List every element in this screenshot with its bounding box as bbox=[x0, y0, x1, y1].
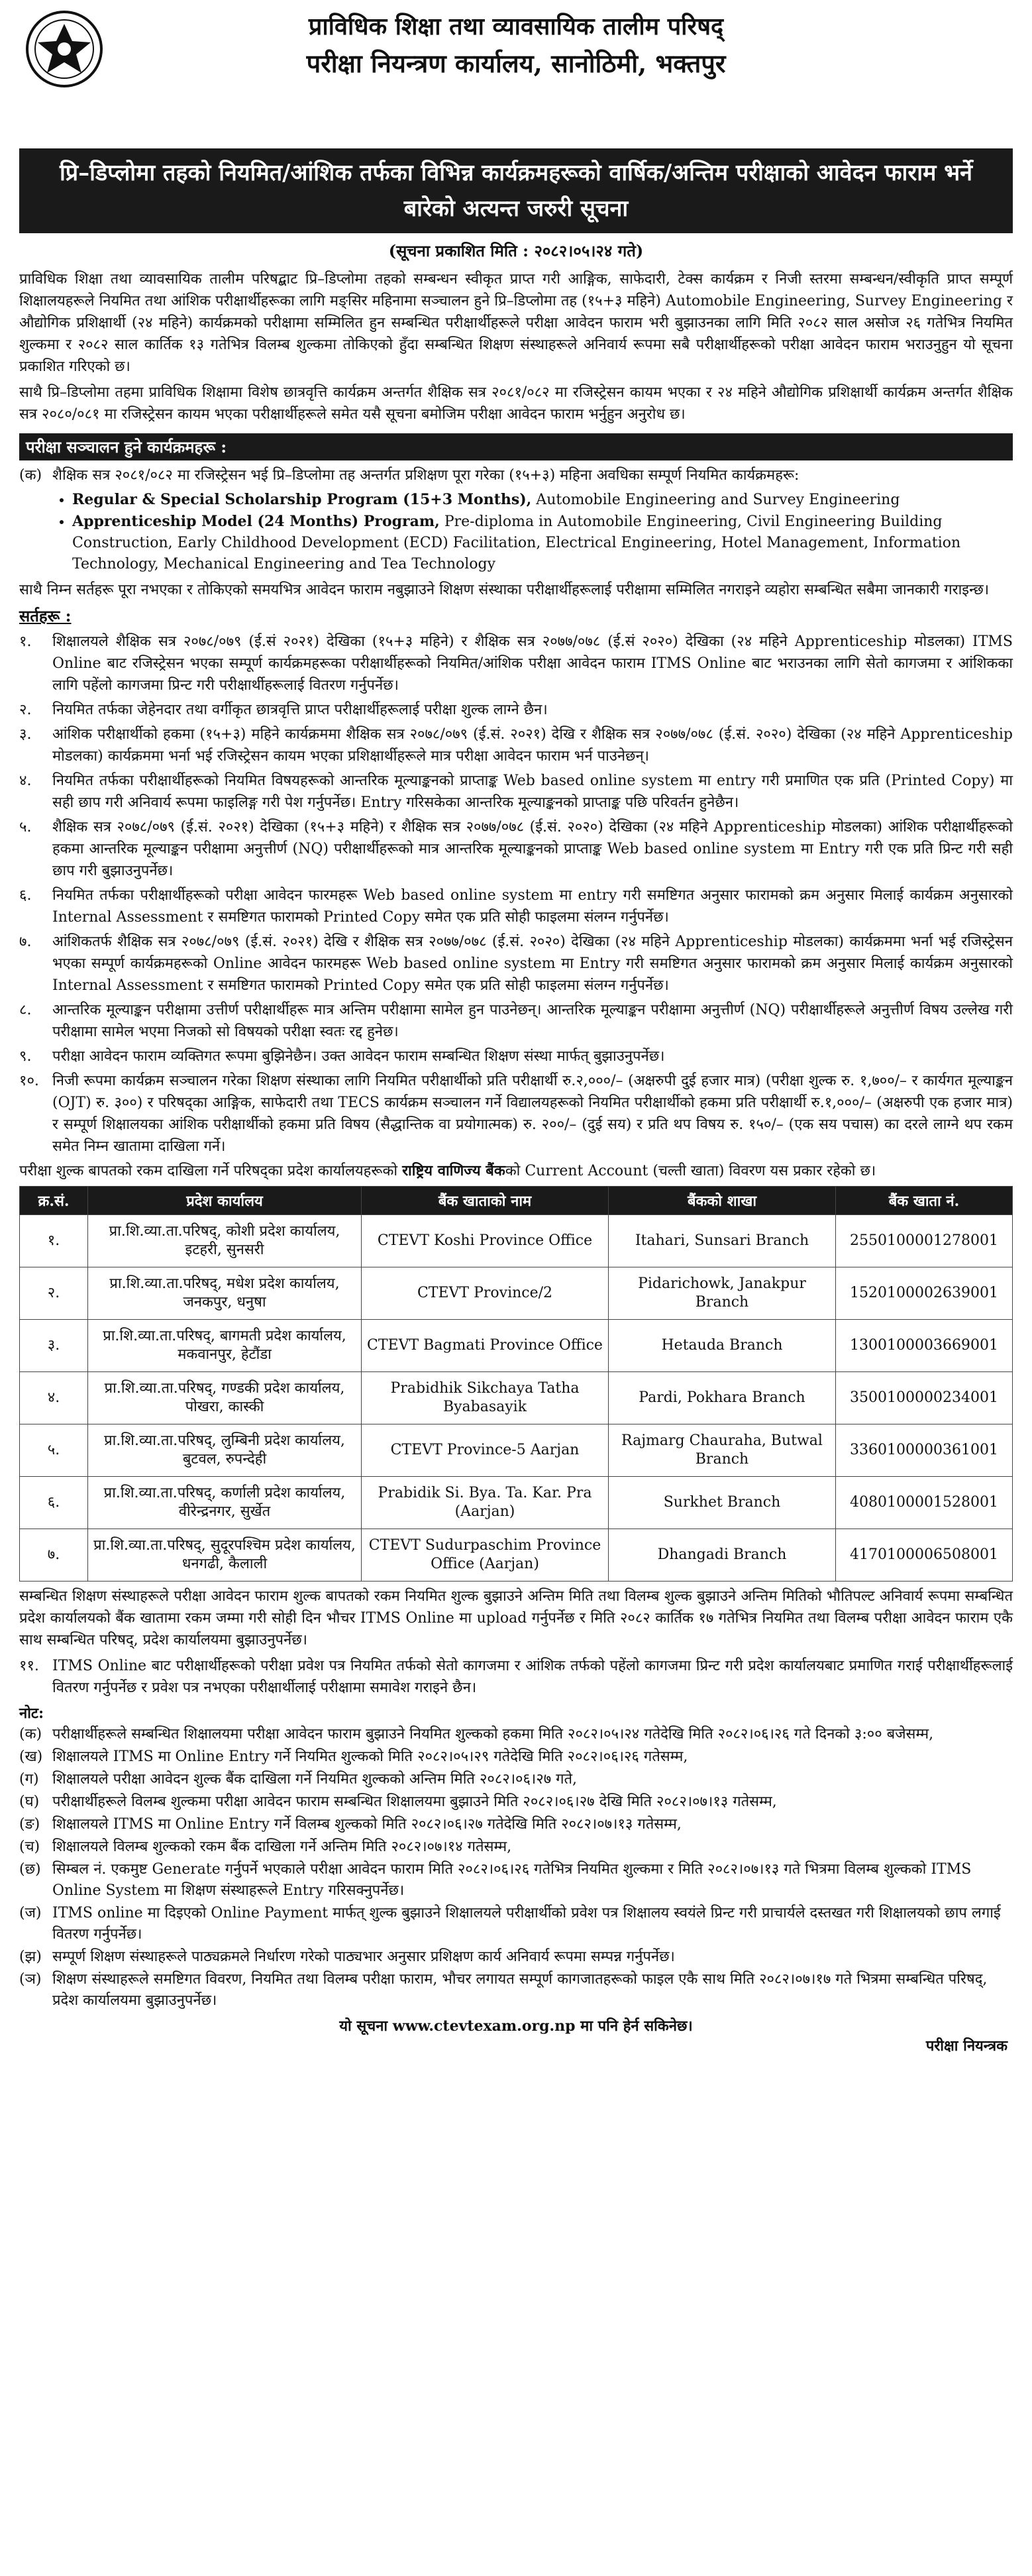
cell-account-name: CTEVT Bagmati Province Office bbox=[362, 1320, 609, 1372]
note-text: शिक्षालयले विलम्ब शुल्कको रकम बैंक दाखिला गर्ने अन्तिम मिति २०८२।०७।१४ गतेसम्म, bbox=[52, 1839, 512, 1855]
cell-sn: ६. bbox=[20, 1477, 88, 1529]
note-text: शिक्षालयले ITMS मा Online Entry गर्ने विलम्ब शुल्कको मिति २०८२।०६।२७ गतेदेखि मिति २०८२।०७।१३ गतेसम्म, bbox=[52, 1816, 682, 1833]
notes-title: नोट: bbox=[19, 1705, 44, 1722]
table-body bbox=[20, 1215, 1013, 1582]
condition-number: ८. bbox=[19, 1002, 32, 1018]
cell-account-no: 2550100001278001 bbox=[836, 1215, 1013, 1267]
note-text: सम्पूर्ण शिक्षण संस्थाहरूले पाठ्यक्रमले निर्धारण गरेको पाठ्यभार अनुसार प्रशिक्षण कार्य अनिवार्य रूपमा सम्पन्न गर्नुपर्नेछ। bbox=[52, 1949, 675, 1965]
condition-item bbox=[19, 816, 1013, 882]
note-text: शिक्षण संस्थाहरूले समष्टिगत विवरण, नियमित तथा विलम्ब परीक्षा फाराम, भौचर लगायत सम्पूर्ण कागजातहरूको फाइल एकै साथ मिति २०८२।०७।१७ गते भित्रमा सम्बन्धित परिषद्, प्रदेश कार्यालयमा बुझाउनुपर्नेछ। bbox=[52, 1971, 988, 2009]
note-item bbox=[19, 1814, 1013, 1835]
condition-text: आंशिकतर्फ शैक्षिक सत्र २०७८/०७९ (ई.सं. २०२१) देखि र शैक्षिक सत्र २०७७/०७८ (ई.सं. २०२०) देखिका (२४ महिने Apprenticeship मोडलका) कार्यक्रममा भर्ना भई रजिस्ट्रेसन भएका सम्पूर्ण कार्यक्रमहरूको Online आवेदन फारमहरू Web based online system मा Entry गरी समष्टिगत अनुसार फारामको क्रम अनुसार मिलाई कार्यक्रम अनुसारको Internal Assessment र समष्टिगत फारामको Printed Copy समेत एक प्रति सोही फाइलमा संलग्न गर्नुपर्नेछ। bbox=[52, 934, 1013, 994]
bank-intro-before: परीक्षा शुल्क बापतको रकम दाखिला गर्ने परिषद्का प्रदेश कार्यालयहरूको bbox=[19, 1163, 403, 1179]
note-item bbox=[19, 1724, 1013, 1745]
condition-number: ६. bbox=[19, 887, 32, 904]
condition-number: ३. bbox=[19, 726, 32, 743]
col-header-account-no: बैंक खाता नं. bbox=[836, 1187, 1013, 1215]
note-label: (ख) bbox=[19, 1748, 43, 1765]
condition-item bbox=[19, 770, 1013, 814]
cell-office: प्रा.शि.व्या.ता.परिषद्, कोशी प्रदेश कार्यालय, इटहरी, सुनसरी bbox=[88, 1215, 362, 1267]
cell-account-name: Prabidhik Sikchaya Tatha Byabasayik bbox=[362, 1372, 609, 1424]
col-header-account-name: बैंक खाताको नाम bbox=[362, 1187, 609, 1215]
signatory: परीक्षा नियन्त्रक bbox=[925, 2037, 1007, 2055]
note-text: परीक्षार्थीहरूले विलम्ब शुल्कमा परीक्षा आवेदन फाराम सम्बन्धित शिक्षालयमा बुझाउने मिति २०८२।०६।२७ देखि मिति २०८२।०७।१३ गतेसम्म, bbox=[52, 1794, 777, 1810]
note-label: (च) bbox=[19, 1839, 40, 1855]
table-row bbox=[20, 1477, 1013, 1529]
after-programs-text: साथै निम्न सर्तहरू पूरा नभएका र तोकिएको समयभित्र आवेदन फाराम नबुझाउने शिक्षण संस्थाका परीक्षार्थीहरूलाई परीक्षामा सम्मिलित नगराइने व्यहोरा सम्बन्धित सबैमा जानकारी गराइन्छ। bbox=[19, 582, 990, 598]
table-header-row bbox=[20, 1187, 1013, 1215]
notice-page bbox=[19, 0, 1013, 2055]
item-ka bbox=[19, 464, 1013, 486]
condition-text: निजी रूपमा कार्यक्रम सञ्चालन गरेका शिक्षण संस्थाका लागि नियमित परीक्षार्थीको प्रति परीक्षार्थी रु.२,०००/– (अक्षरुपी दुई हजार मात्र) (परीक्षा शुल्क रु. १,७००/– र कार्यगत मूल्याङ्कन (OJT) रु. ३००) र परिषद्का आङ्गिक, साफेदारी तथा TECS कार्यक्रम सञ्चालन गर्ने विद्यालयहरूको नियमित परीक्षार्थीको हकमा प्रति परीक्षार्थी रु.१,०००/– (अक्षरुपी एक हजार मात्र) र सम्पूर्ण शिक्षालयका आंशिक परीक्षार्थीको हकमा प्रति विषय (सैद्धान्तिक वा प्रयोगात्मक) रु. २००/– (दुई सय) र प्रति थप विषय रु. १५०/– (एक सय पचास) का दरले लाग्ने थप रकम समेत निम्न खातामा दाखिला गर्ने। bbox=[52, 1073, 1013, 1155]
col-header-sn: क्र.सं. bbox=[20, 1187, 88, 1215]
condition-item bbox=[19, 1070, 1013, 1157]
cell-branch: Itahari, Sunsari Branch bbox=[609, 1215, 836, 1267]
cell-office: प्रा.शि.व्या.ता.परिषद्, बागमती प्रदेश कार्यालय, मकवानपुर, हेटौंडा bbox=[88, 1320, 362, 1372]
cell-account-name: CTEVT Province-5 Aarjan bbox=[362, 1424, 609, 1477]
note-item bbox=[19, 1792, 1013, 1813]
programs-section-title: परीक्षा सञ्चालन हुने कार्यक्रमहरू : bbox=[19, 433, 1013, 460]
conditions-list bbox=[19, 631, 1013, 1157]
program-detail: Automobile Engineering and Survey Engineering bbox=[531, 492, 900, 508]
cell-sn: ३. bbox=[20, 1320, 88, 1372]
note-text: ITMS online मा दिइएको Online Payment मार्फत् शुल्क बुझाउने शिक्षालयले परीक्षार्थीको प्रवेश पत्र शिक्षालय स्वयंले प्रिन्ट गरी प्राचार्यले दस्तखत गरी शिक्षालयको छाप लगाई वितरण गर्नुपर्नेछ। bbox=[52, 1905, 1001, 1943]
note-text: परीक्षार्थीहरूले सम्बन्धित शिक्षालयमा परीक्षा आवेदन फाराम बुझाउने नियमित शुल्कको हकमा मिति २०८२।०५।२४ गतेदेखि मिति २०८२।०६।२६ गते दिनको ३:०० बजेसम्म, bbox=[52, 1726, 934, 1743]
item-number: (क) bbox=[19, 467, 42, 484]
program-name: Apprenticeship Model (24 Months) Program, bbox=[72, 513, 440, 530]
col-header-office: प्रदेश कार्यालय bbox=[88, 1187, 362, 1215]
note-item bbox=[19, 1859, 1013, 1902]
note-label: (ङ) bbox=[19, 1816, 40, 1833]
note-item bbox=[19, 1837, 1013, 1858]
note-label: (छ) bbox=[19, 1861, 41, 1878]
program-list bbox=[72, 489, 1013, 575]
condition-item bbox=[19, 724, 1013, 767]
cell-office: प्रा.शि.व्या.ता.परिषद्, सुदूरपश्चिम प्रदेश कार्यालय, धनगढी, कैलाली bbox=[88, 1529, 362, 1582]
condition-number: ४. bbox=[19, 773, 32, 789]
cell-branch: Pidarichowk, Janakpur Branch bbox=[609, 1267, 836, 1320]
condition-item bbox=[19, 931, 1013, 996]
program-name: Regular & Special Scholarship Program (15+3 Months), bbox=[72, 491, 532, 508]
cell-sn: ७. bbox=[20, 1529, 88, 1582]
condition-text: नियमित तर्फका जेहेनदार तथा वर्गीकृत छात्रवृत्ति प्राप्त परीक्षार्थीहरूलाई परीक्षा शुल्क लाग्ने छैन। bbox=[52, 702, 548, 718]
notice-header bbox=[19, 9, 1013, 142]
cell-office: प्रा.शि.व्या.ता.परिषद्, लुम्बिनी प्रदेश कार्यालय, बुटवल, रुपन्देही bbox=[88, 1424, 362, 1477]
condition-number: २. bbox=[19, 702, 32, 718]
notes-list bbox=[19, 1724, 1013, 2012]
council-name: प्राविधिक शिक्षा तथा व्यावसायिक तालीम परिषद् bbox=[308, 13, 724, 40]
table-row bbox=[20, 1529, 1013, 1582]
note-label: (घ) bbox=[19, 1794, 40, 1810]
cell-account-name: CTEVT Koshi Province Office bbox=[362, 1215, 609, 1267]
condition-text: आन्तरिक मूल्याङ्कन परीक्षामा उत्तीर्ण परीक्षार्थीहरू मात्र अन्तिम परीक्षामा सामेल हुन पाउनेछन्। आन्तरिक मूल्याङ्कन परीक्षामा अनुत्तीर्ण (NQ) परीक्षार्थीहरूले अनुत्तीर्ण विषय उल्लेख गरी परीक्षामा सामेल भएमा निजको सो विषयको परीक्षा स्वतः रद्द हुनेछ। bbox=[52, 1002, 1013, 1040]
cell-sn: २. bbox=[20, 1267, 88, 1320]
cell-branch: Dhangadi Branch bbox=[609, 1529, 836, 1582]
cell-account-no: 1520100002639001 bbox=[836, 1267, 1013, 1320]
condition-number: ७. bbox=[19, 934, 32, 950]
cell-account-no: 1300100003669001 bbox=[836, 1320, 1013, 1372]
program-item bbox=[72, 489, 1013, 511]
item-text: शैक्षिक सत्र २०८१/०८२ मा रजिस्ट्रेसन भई प्रि–डिप्लोमा तह अन्तर्गत प्रशिक्षण पूरा गरेका (१५+३) महिना अवधिका सम्पूर्ण नियमित कार्यक्रमहरू: bbox=[52, 467, 800, 484]
cell-sn: ५. bbox=[20, 1424, 88, 1477]
note-item bbox=[19, 1947, 1013, 1968]
condition-item bbox=[19, 999, 1013, 1043]
note-label: (क) bbox=[19, 1726, 42, 1743]
publish-date: (सूचना प्रकाशित मिति : २०८२।०५।२४ गते) bbox=[388, 241, 644, 260]
table-row bbox=[20, 1267, 1013, 1320]
note-label: (ञ) bbox=[19, 1971, 42, 1988]
conditions-title: सर्तहरू : bbox=[19, 606, 72, 625]
condition-text: नियमित तर्फका परीक्षार्थीहरूको नियमित विषयहरूको आन्तरिक मूल्याङ्कनको प्राप्ताङ्क Web based online system मा entry गरी प्रमाणित एक प्रति (Printed Copy) मा सही छाप गरी अनिवार्य रूपमा फाइलिङ्ग गरी पेश गर्नुपर्नेछ। Entry गरिसकेका आन्तरिक मूल्याङ्कनको प्राप्ताङ्क पछि परिवर्तन हुनेछैन। bbox=[52, 773, 1013, 811]
cell-branch: Pardi, Pokhara Branch bbox=[609, 1372, 836, 1424]
note-text: सिम्बल नं. एकमुष्ट Generate गर्नुपर्ने भएकाले परीक्षा आवेदन फाराम मिति २०८२।०६।२६ गतेभित्र नियमित शुल्कमा र मिति २०८२।०७।१३ गते भित्रमा विलम्ब शुल्कको ITMS Online System मा शिक्षण संस्थाहरूले Entry गरिसक्नुपर्नेछ। bbox=[52, 1861, 972, 1899]
condition-number: १. bbox=[19, 633, 32, 650]
condition-text: परीक्षा आवेदन फाराम व्यक्तिगत रूपमा बुझिनेछैन। उक्त आवेदन फाराम सम्बन्धित शिक्षण संस्था मार्फत् बुझाउनुपर्नेछ। bbox=[52, 1048, 665, 1065]
cell-sn: १. bbox=[20, 1215, 88, 1267]
table-row bbox=[20, 1320, 1013, 1372]
item-text: ITMS Online बाट परीक्षार्थीहरूको परीक्षा प्रवेश पत्र नियमित तर्फको सेतो कागजमा र आंशिक तर्फको पहेंलो कागजमा प्रिन्ट गरी प्रदेश कार्यालयबाट प्रमाणित गराई परीक्षार्थीहरूलाई वितरण गर्नुपर्नेछ र प्रवेश पत्र नभएका परीक्षार्थीलाई परीक्षामा समावेश गराइने छैन। bbox=[52, 1658, 1013, 1696]
note-item bbox=[19, 1769, 1013, 1790]
cell-account-name: Prabidik Si. Bya. Ta. Kar. Pra (Aarjan) bbox=[362, 1477, 609, 1529]
intro-paragraph-1: प्राविधिक शिक्षा तथा व्यावसायिक तालीम परिषद्बाट प्रि–डिप्लोमा तहको सम्बन्धन स्वीकृत प्राप्त गरी आङ्गिक, साफेदारी, टेक्स कार्यक्रम र निजी स्तरमा सम्बन्धन/स्वीकृति प्राप्त सम्पूर्ण शिक्षालयहरूले नियमित तथा आंशिक परीक्षार्थीहरूका लागि मङ्सिर महिनामा सञ्चालन हुने प्रि–डिप्लोमा तह (१५+३ महिने) Automobile Engineering, Survey Engineering र औद्योगिक प्रशिक्षार्थी (२४ महिने) कार्यक्रमको परीक्षामा सम्मिलित हुन सम्बन्धित परीक्षार्थीहरूले परीक्षा आवेदन फाराम भरी बुझाउनका लागि मिति २०८२ साल असोज २६ गतेभित्र नियमित शुल्कमा र २०८२ साल कार्तिक १३ गतेभित्र विलम्ब शुल्कमा तोकिएको हुँदा सम्बन्धित शिक्षण संस्थाहरूले अनिवार्य रूपमा सबै परीक्षार्थीहरूको परीक्षा आवेदन फाराम भराउनुहुन यो सूचना प्रकाशित गरिएको छ। bbox=[19, 271, 1013, 375]
note-label: (झ) bbox=[19, 1949, 42, 1965]
program-detail: Pre-diploma in Automobile Engineering, Civil Engineering Building Construction, Early Childhood Development (ECD) Facilitation, Electrical Engineering, Hotel Management, Information Technology, Mechanical Engineering and Tea Technology bbox=[72, 513, 961, 572]
condition-text: शिक्षालयले शैक्षिक सत्र २०७८/०७९ (ई.सं २०२१) देखिका (१५+३ महिने) र शैक्षिक सत्र २०७७/०७८ (ई.सं २०२०) देखिका (२४ महिने Apprenticeship मोडलका) ITMS Online बाट रजिस्ट्रेसन भएका सम्पूर्ण कार्यक्रमहरूका परीक्षार्थीहरूको नियमित/आंशिक परीक्षा आवेदन फाराम ITMS Online बाट भराउनका लागि सेतो कागजमा र आंशिकका लागि पहेंलो कागजमा प्रिन्ट गरी परीक्षार्थीहरूलाई वितरण गर्नुपर्नेछ। bbox=[52, 633, 1013, 694]
cell-office: प्रा.शि.व्या.ता.परिषद्, मधेश प्रदेश कार्यालय, जनकपुर, धनुषा bbox=[88, 1267, 362, 1320]
condition-item bbox=[19, 699, 1013, 721]
cell-sn: ४. bbox=[20, 1372, 88, 1424]
condition-text: आंशिक परीक्षार्थीको हकमा (१५+३) महिने कार्यक्रममा शैक्षिक सत्र २०७८/०७९ (ई.सं. २०२१) देखि र शैक्षिक सत्र २०७७/०७८ (ई.सं. २०२०) देखिका (२४ महिने Apprenticeship मोडलका) कार्यक्रममा भर्ना भई रजिस्ट्रेसन कायम भएका प्रशिक्षार्थीहरूले मात्र परीक्षा आवेदन फाराम भर्न पाउनेछन्। bbox=[52, 726, 1013, 765]
cell-account-name: CTEVT Sudurpaschim Province Office (Aarjan) bbox=[362, 1529, 609, 1582]
table-row bbox=[20, 1372, 1013, 1424]
cell-branch: Surkhet Branch bbox=[609, 1477, 836, 1529]
note-item bbox=[19, 1903, 1013, 1945]
cell-account-no: 4170100006508001 bbox=[836, 1529, 1013, 1582]
condition-number: १०. bbox=[19, 1073, 39, 1089]
after-table-text: सम्बन्धित शिक्षण संस्थाहरूले परीक्षा आवेदन फाराम शुल्क बापतको रकम नियमित शुल्क बुझाउने अन्तिम मिति तथा विलम्ब शुल्क बुझाउने अन्तिम मितिको भौतिपल्ट अनिवार्य रूपमा सम्बन्धित प्रदेश कार्यालयको बैंक खातामा रकम जम्मा गरी सोही दिन भौचर ITMS Online मा upload गर्नुपर्नेछ र मिति २०८२ कार्तिक १७ गतेभित्र नियमित तथा विलम्ब परीक्षा आवेदन फाराम एकै साथ सम्बन्धित परिषद्, प्रदेश कार्यालयमा बुझाउनुपर्नेछ। bbox=[19, 1588, 1013, 1648]
cell-account-name: CTEVT Province/2 bbox=[362, 1267, 609, 1320]
note-text: शिक्षालयले ITMS मा Online Entry गर्ने नियमित शुल्कको मिति २०८२।०५।२९ गतेदेखि मिति २०८२।०६।२६ गतेसम्म, bbox=[52, 1748, 688, 1765]
bank-accounts-table bbox=[19, 1186, 1013, 1582]
ctevt-logo-icon bbox=[25, 9, 104, 89]
condition-number: ९. bbox=[19, 1048, 32, 1065]
condition-text: शैक्षिक सत्र २०७८/०७९ (ई.सं. २०२१) देखिका (१५+३ महिने) र शैक्षिक सत्र २०७७/०७८ (ई.सं. २०२०) देखिका (२४ महिने Apprenticeship मोडलका) आंशिक परीक्षार्थीहरूको हकमा आन्तरिक मूल्याङ्कन परीक्षामा अनुत्तीर्ण (NQ) परीक्षार्थीहरूको मात्र आन्तरिक मूल्याङ्कनको प्राप्ताङ्क Web based online system मा Entry गरी एक प्रति प्रिन्ट गरी सही छाप गरी बुझाउनुपर्नेछ। bbox=[52, 819, 1013, 879]
cell-branch: Hetauda Branch bbox=[609, 1320, 836, 1372]
intro-paragraph-2: साथै प्रि–डिप्लोमा तहमा प्राविधिक शिक्षामा विशेष छात्रवृत्ति कार्यक्रम अन्तर्गत शैक्षिक सत्र २०८१/०८२ मा रजिस्ट्रेसन कायम भएका र २४ महिने औद्योगिक प्रशिक्षार्थी कार्यक्रम अन्तर्गत शैक्षिक सत्र २०८०/०८१ मा रजिस्ट्रेसन कायम भएका परीक्षार्थीहरूले समेत यसै सूचना बमोजिम परीक्षा आवेदन फाराम भर्नुहुन अनुरोध छ। bbox=[19, 384, 1013, 423]
office-name: परीक्षा नियन्त्रण कार्यालय, सानोठिमी, भक्तपुर bbox=[306, 48, 726, 78]
cell-office: प्रा.शि.व्या.ता.परिषद्, गण्डकी प्रदेश कार्यालय, पोखरा, कास्की bbox=[88, 1372, 362, 1424]
condition-item bbox=[19, 885, 1013, 928]
cell-office: प्रा.शि.व्या.ता.परिषद्, कर्णाली प्रदेश कार्यालय, वीरेन्द्रनगर, सुर्खेत bbox=[88, 1477, 362, 1529]
condition-item bbox=[19, 1046, 1013, 1067]
table-row bbox=[20, 1424, 1013, 1477]
cell-branch: Rajmarg Chauraha, Butwal Branch bbox=[609, 1424, 836, 1477]
note-label: (ज) bbox=[19, 1905, 42, 1921]
notice-title: प्रि–डिप्लोमा तहको नियमित/आंशिक तर्फका विभिन्न कार्यक्रमहरूको वार्षिक/अन्तिम परीक्षाको आवेदन फाराम भर्ने बारेको अत्यन्त जरुरी सूचना bbox=[19, 148, 1013, 233]
bank-intro bbox=[19, 1160, 1013, 1182]
note-text: शिक्षालयले परीक्षा आवेदन शुल्क बैंक दाखिला गर्ने नियमित शुल्कको अन्तिम मिति २०८२।०६।२७ गते, bbox=[52, 1771, 578, 1788]
item-11 bbox=[19, 1655, 1013, 1699]
note-item bbox=[19, 1969, 1013, 2012]
item-number: ११. bbox=[19, 1658, 39, 1674]
cell-account-no: 3360100000361001 bbox=[836, 1424, 1013, 1477]
bank-name: राष्ट्रिय वाणिज्य बैंक bbox=[402, 1162, 505, 1179]
cell-account-no: 3500100000234001 bbox=[836, 1372, 1013, 1424]
program-item bbox=[72, 511, 1013, 575]
table-row bbox=[20, 1215, 1013, 1267]
website-line: यो सूचना www.ctevtexam.org.np मा पनि हेर्न सकिनेछ। bbox=[339, 2017, 693, 2035]
note-item bbox=[19, 1746, 1013, 1768]
bank-intro-after: को Current Account (चल्ती खाता) विवरण यस प्रकार रहेको छ। bbox=[505, 1163, 876, 1179]
notice-footer bbox=[19, 2015, 1013, 2055]
condition-number: ५. bbox=[19, 819, 32, 835]
note-label: (ग) bbox=[19, 1771, 39, 1788]
condition-item bbox=[19, 631, 1013, 696]
condition-text: नियमित तर्फका परीक्षार्थीहरूको परीक्षा आवेदन फारमहरू Web based online system मा entry गरी समष्टिगत अनुसार फारामको क्रम अनुसार मिलाई कार्यक्रम अनुसारको Internal Assessment र समष्टिगत फारामको Printed Copy समेत एक प्रति सोही फाइलमा संलग्न गर्नुपर्नेछ। bbox=[52, 887, 1013, 926]
cell-account-no: 4080100001528001 bbox=[836, 1477, 1013, 1529]
col-header-branch: बैंकको शाखा bbox=[609, 1187, 836, 1215]
